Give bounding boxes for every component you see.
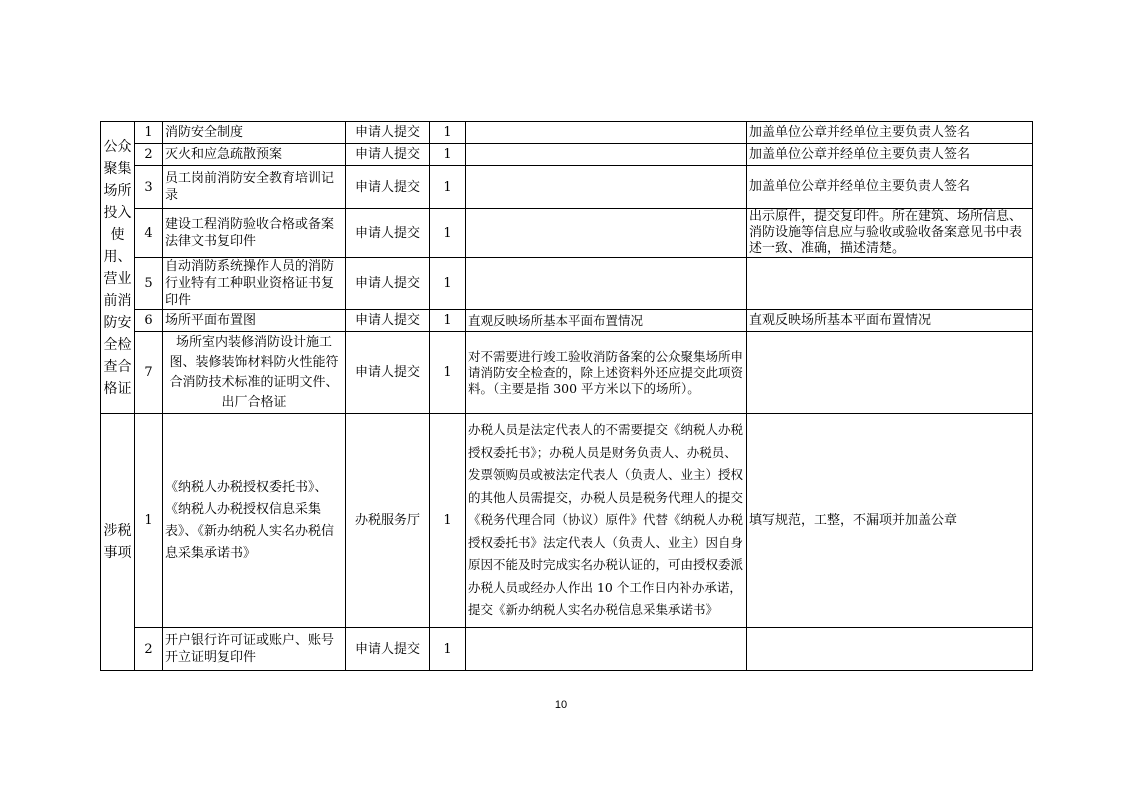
table-row bbox=[101, 332, 1033, 414]
requirement-note bbox=[747, 332, 1033, 414]
category-cell: 公众聚集场所投入使用、营业前消防安全检查合格证 bbox=[101, 122, 135, 414]
requirement-note: 加盖单位公章并经单位主要负责人签名 bbox=[747, 122, 1033, 144]
submitter: 申请人提交 bbox=[346, 209, 430, 258]
material-name: 场所平面布置图 bbox=[163, 310, 346, 332]
quantity: 1 bbox=[430, 414, 466, 628]
row-number: 2 bbox=[135, 628, 163, 671]
description bbox=[466, 258, 747, 310]
description bbox=[466, 628, 747, 671]
submitter: 申请人提交 bbox=[346, 122, 430, 144]
quantity: 1 bbox=[430, 258, 466, 310]
table-row bbox=[101, 122, 1033, 144]
row-number: 3 bbox=[135, 166, 163, 209]
table-row bbox=[101, 166, 1033, 209]
quantity: 1 bbox=[430, 209, 466, 258]
row-number: 6 bbox=[135, 310, 163, 332]
material-name: 场所室内装修消防设计施工图、装修装饰材料防火性能符合消防技术标准的证明文件、出厂合格证 bbox=[163, 332, 346, 414]
material-name: 自动消防系统操作人员的消防行业特有工种职业资格证书复印件 bbox=[163, 258, 346, 310]
requirement-note: 加盖单位公章并经单位主要负责人签名 bbox=[747, 144, 1033, 166]
submitter: 申请人提交 bbox=[346, 144, 430, 166]
description bbox=[466, 166, 747, 209]
quantity: 1 bbox=[430, 144, 466, 166]
requirements-table bbox=[100, 121, 1033, 671]
row-number: 1 bbox=[135, 122, 163, 144]
submitter: 申请人提交 bbox=[346, 258, 430, 310]
submitter: 办税服务厅 bbox=[346, 414, 430, 628]
description bbox=[466, 209, 747, 258]
quantity: 1 bbox=[430, 166, 466, 209]
requirement-note: 出示原件，提交复印件。所在建筑、场所信息、消防设施等信息应与验收或验收备案意见书中表述一致、准确，描述清楚。 bbox=[747, 209, 1033, 258]
row-number: 4 bbox=[135, 209, 163, 258]
description bbox=[466, 122, 747, 144]
material-name: 建设工程消防验收合格或备案法律文书复印件 bbox=[163, 209, 346, 258]
quantity: 1 bbox=[430, 310, 466, 332]
material-name: 消防安全制度 bbox=[163, 122, 346, 144]
quantity: 1 bbox=[430, 122, 466, 144]
material-name: 开户银行许可证或账户、账号开立证明复印件 bbox=[163, 628, 346, 671]
table-row bbox=[101, 209, 1033, 258]
table-row bbox=[101, 310, 1033, 332]
requirement-note: 直观反映场所基本平面布置情况 bbox=[747, 310, 1033, 332]
requirement-note bbox=[747, 258, 1033, 310]
table-row bbox=[101, 414, 1033, 628]
submitter: 申请人提交 bbox=[346, 310, 430, 332]
row-number: 5 bbox=[135, 258, 163, 310]
material-name: 员工岗前消防安全教育培训记录 bbox=[163, 166, 346, 209]
requirement-note bbox=[747, 628, 1033, 671]
requirement-note: 加盖单位公章并经单位主要负责人签名 bbox=[747, 166, 1033, 209]
quantity: 1 bbox=[430, 628, 466, 671]
submitter: 申请人提交 bbox=[346, 332, 430, 414]
row-number: 7 bbox=[135, 332, 163, 414]
description: 办税人员是法定代表人的不需要提交《纳税人办税授权委托书》；办税人员是财务负责人、办税员、发票领购员或被法定代表人（负责人、业主）授权的其他人员需提交，办税人员是税务代理人的提交《税务代理合同（协议）原件》代替《纳税人办税授权委托书》法定代表人（负责人、业主）因自身原因不能及时完成实名办税认证的，可由授权委派办税人员或经办人作出 10 个工作日内补办承诺，提交《新办纳税人实名办税信息采集承诺书》 bbox=[466, 414, 747, 628]
description bbox=[466, 144, 747, 166]
category-cell: 涉税事项 bbox=[101, 414, 135, 671]
page-number: 10 bbox=[554, 699, 568, 711]
material-name: 灭火和应急疏散预案 bbox=[163, 144, 346, 166]
row-number: 2 bbox=[135, 144, 163, 166]
quantity: 1 bbox=[430, 332, 466, 414]
material-name: 《纳税人办税授权委托书》、《纳税人办税授权信息采集表》、《新办纳税人实名办税信息采集承诺书》 bbox=[163, 414, 346, 628]
submitter: 申请人提交 bbox=[346, 628, 430, 671]
table-row bbox=[101, 628, 1033, 671]
requirement-note: 填写规范，工整，不漏项并加盖公章 bbox=[747, 414, 1033, 628]
table-row bbox=[101, 144, 1033, 166]
submitter: 申请人提交 bbox=[346, 166, 430, 209]
row-number: 1 bbox=[135, 414, 163, 628]
description: 对不需要进行竣工验收消防备案的公众聚集场所申请消防安全检查的，除上述资料外还应提交此项资料。（主要是指 300 平方米以下的场所）。 bbox=[466, 332, 747, 414]
description: 直观反映场所基本平面布置情况 bbox=[466, 310, 747, 332]
table-row bbox=[101, 258, 1033, 310]
